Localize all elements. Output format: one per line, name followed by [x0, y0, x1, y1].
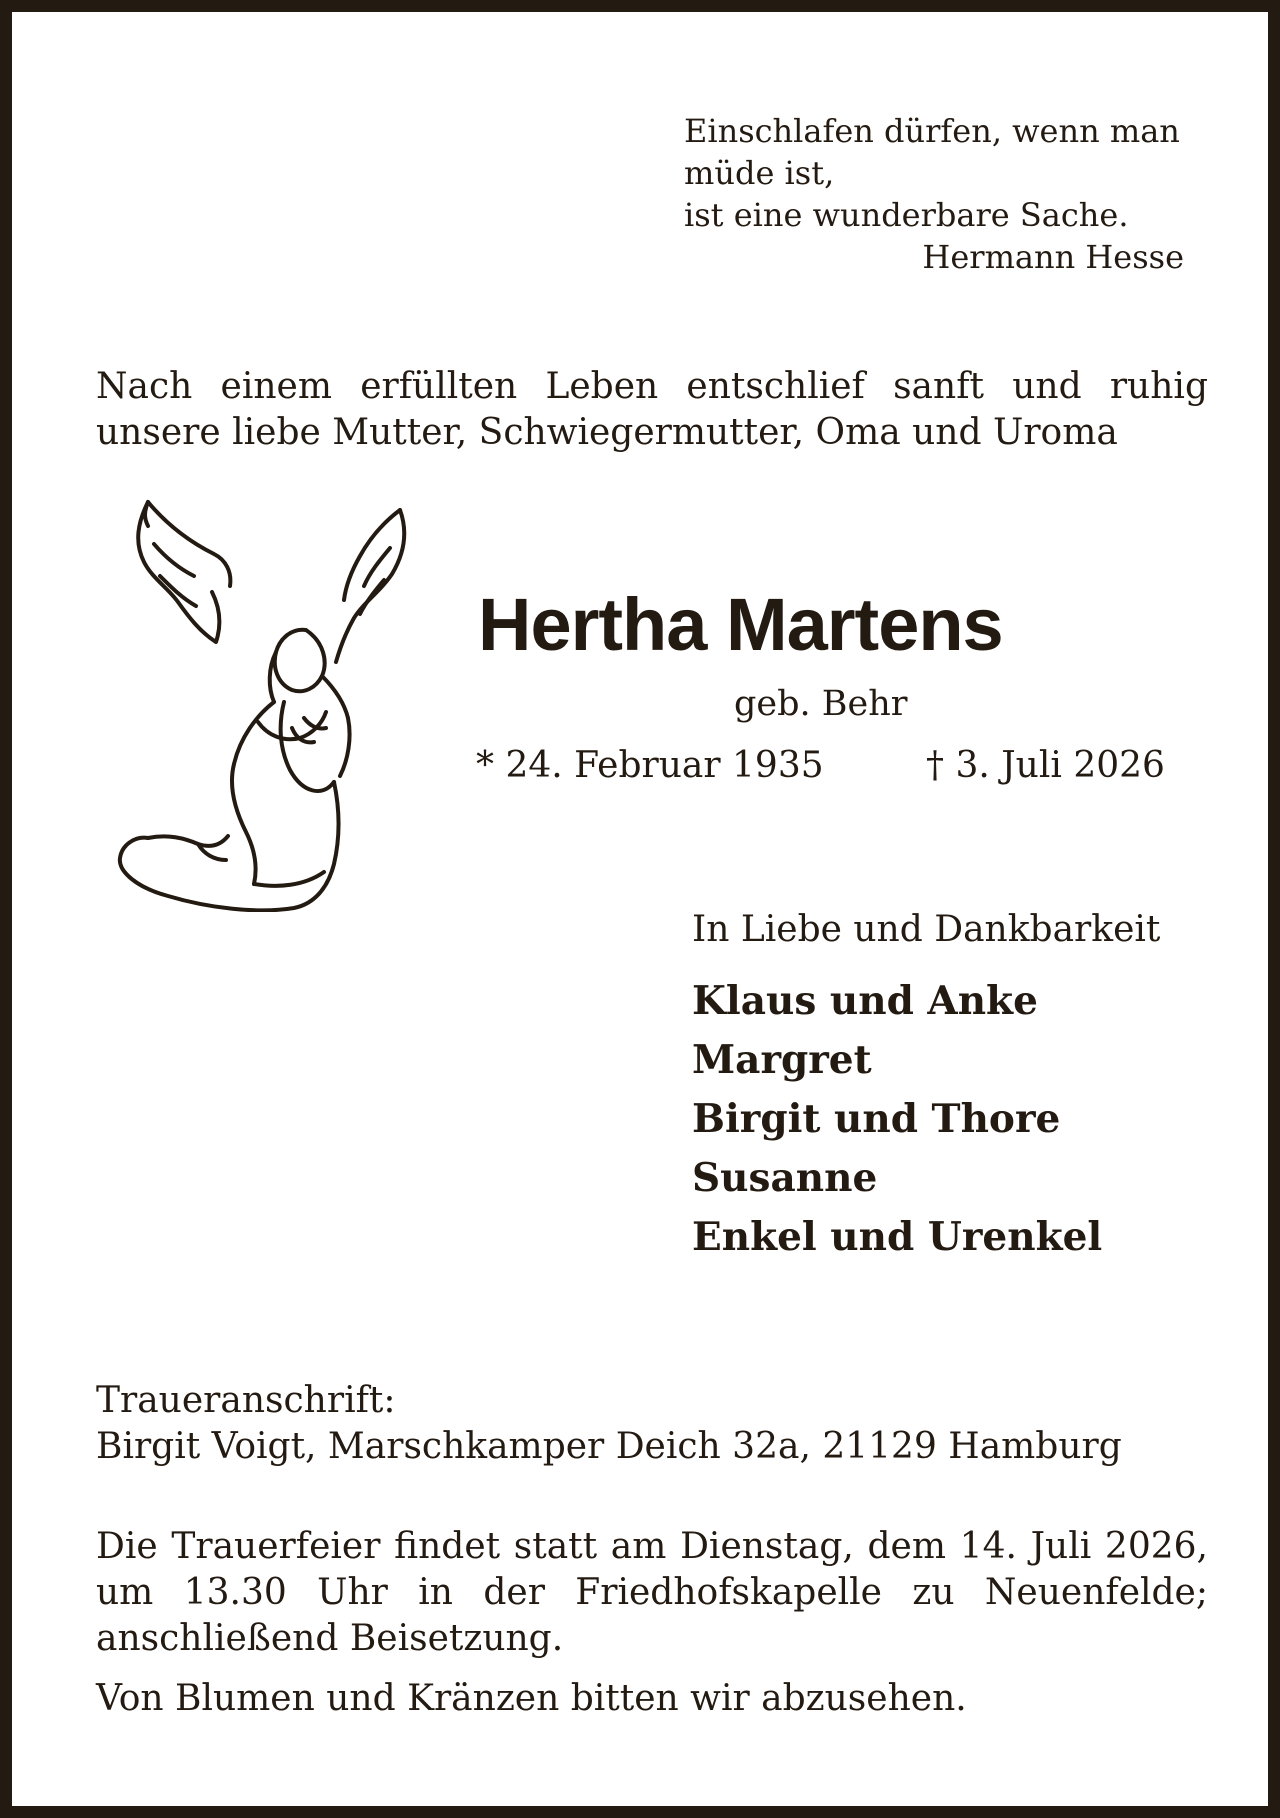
quote-line-2: ist eine wunderbare Sache.: [684, 196, 1129, 234]
quote-block: [424, 110, 1184, 278]
ceremony-info: [96, 1524, 1208, 1662]
ceremony-line-2: um 13.30 Uhr in der Friedhofskapelle zu Neuenfelde;: [96, 1572, 1208, 1613]
quote-line-1: Einschlafen dürfen, wenn man müde ist,: [684, 112, 1180, 192]
address-value: Birgit Voigt, Marschkamper Deich 32a, 21129 Hamburg: [96, 1426, 1122, 1467]
intro-line-1: Nach einem erfüllten Leben entschlief sanft und ruhig: [96, 366, 1208, 407]
intro-text: [96, 364, 1208, 456]
ceremony-line-3: anschließend Beisetzung.: [96, 1618, 564, 1659]
family-member: Birgit und Thore: [692, 1096, 1061, 1142]
intro-line-2: unsere liebe Mutter, Schwiegermutter, Oma und Uroma: [96, 412, 1118, 453]
family-member: Enkel und Urenkel: [692, 1214, 1103, 1260]
deceased-name: Hertha Martens: [478, 583, 1003, 666]
closing-text: In Liebe und Dankbarkeit: [692, 909, 1161, 950]
mourning-address: [96, 1378, 1122, 1470]
family-member: Klaus und Anke: [692, 978, 1038, 1024]
ceremony-line-1: Die Trauerfeier findet statt am Dienstag, dem 14. Juli 2026,: [96, 1526, 1208, 1567]
address-label: Traueranschrift:: [96, 1380, 396, 1421]
family-member: Margret: [692, 1037, 872, 1083]
angel-icon: [108, 492, 418, 912]
family-list: [692, 972, 1102, 1267]
death-date: † 3. Juli 2026: [926, 745, 1165, 786]
flowers-note: Von Blumen und Kränzen bitten wir abzusehen.: [96, 1678, 967, 1719]
quote-author: Hermann Hesse: [922, 238, 1184, 276]
birth-date: * 24. Februar 1935: [476, 745, 824, 786]
birth-name: geb. Behr: [734, 684, 908, 724]
life-dates: [476, 744, 1165, 788]
family-member: Susanne: [692, 1155, 878, 1201]
